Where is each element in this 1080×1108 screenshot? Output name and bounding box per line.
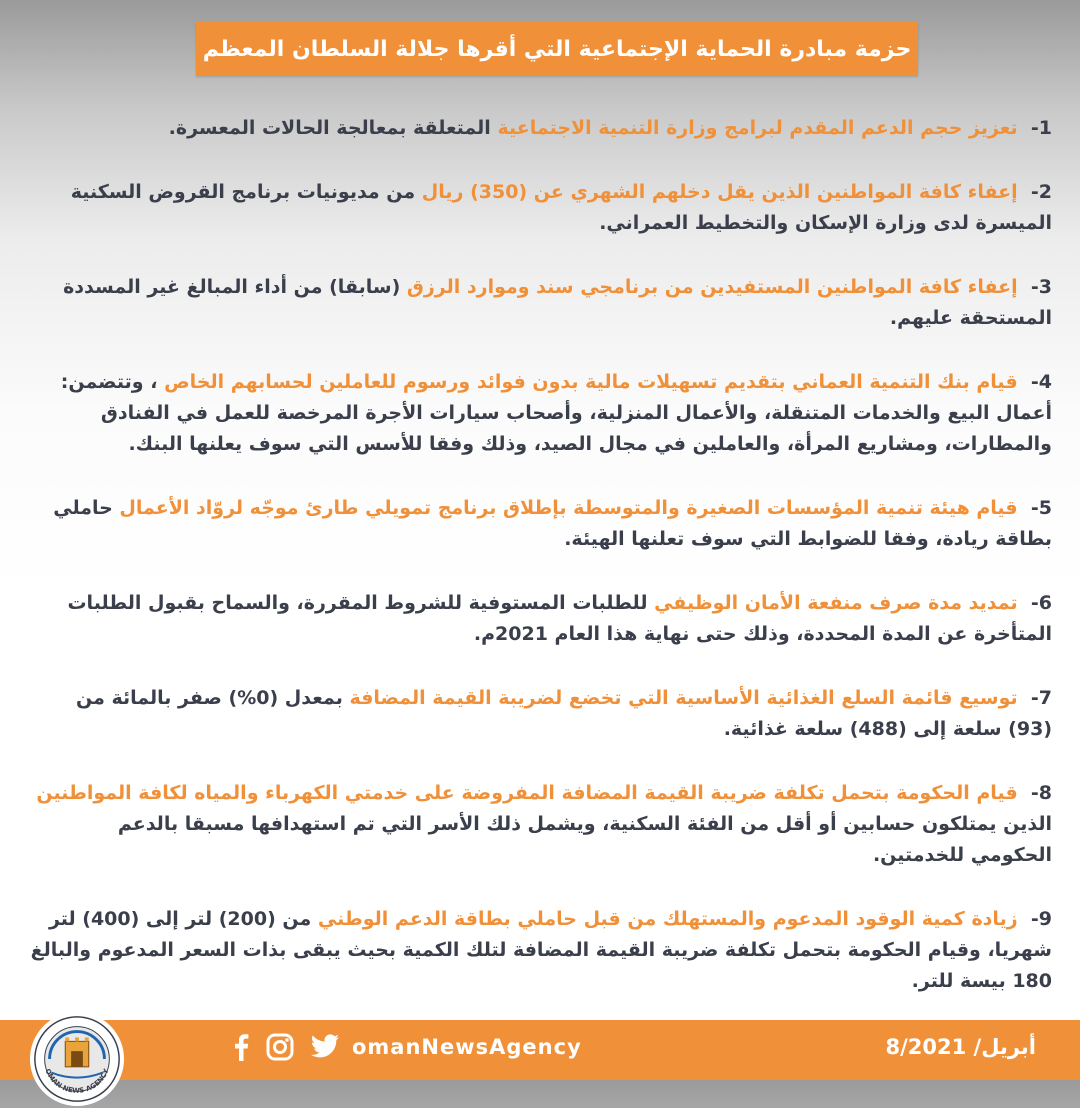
oman-news-agency-logo [28,1010,126,1108]
logo-text: OMAN NEWS AGENCY [43,1067,111,1095]
page-title: حزمة مبادرة الحماية الإجتماعية التي أقرها جلالة السلطان المعظم [202,36,912,62]
list-item: 8- قيام الحكومة بتحمل تكلفة ضريبة القيمة المضافة المفروضة على خدمتي الكهرباء والمياه لكافة المواطنين الذين يمتلكون حسابين أو أقل من الفئة السكنية، ويشمل ذلك الأسر التي تم استهدافها مسبقا بالدعم الحكومي للخدمتين. [36,782,1052,866]
footer-bar [0,1020,1080,1080]
list-item: 6- تمديد مدة صرف منفعة الأمان الوظيفي للطلبات المستوفية للشروط المقررة، والسماح بقبول الطلبات المتأخرة عن المدة المحددة، وذلك حتى نهاية هذا العام 2021م. [67,592,1052,645]
title-banner [196,22,918,76]
social-handle[interactable]: omanNewsAgency [352,1035,582,1059]
list-item: 2- إعفاء كافة المواطنين الذين يقل دخلهم الشهري عن (350) ريال من مديونيات برنامج القروض السكنية الميسرة لدى وزارة الإسكان والتخطيط العمراني. [70,181,1052,234]
instagram-icon[interactable] [266,1033,294,1061]
list-item: 4- قيام بنك التنمية العماني بتقديم تسهيلات مالية بدون فوائد ورسوم للعاملين لحسابهم الخاص ، وتتضمن: أعمال البيع والخدمات المتنقلة، والأعمال المنزلية، وأصحاب سيارات الأجرة المرخصة للعمل في الفنادق والمطارات، ومشاريع المرأة، والعاملين في مجال الصيد، وذلك وفقا للأسس التي سوف يعلنها البنك. [60,371,1052,455]
facebook-icon[interactable] [232,1033,250,1061]
publish-date: 8/أبريل/ 2021 [885,1035,1036,1059]
initiatives-list [30,113,1052,997]
list-item: 5- قيام هيئة تنمية المؤسسات الصغيرة والمتوسطة بإطلاق برنامج تمويلي طارئ موجّه لروّاد الأعمال حاملي بطاقة ريادة، وفقا للضوابط التي سوف تعلنها الهيئة. [53,497,1052,550]
social-links [232,1033,340,1061]
list-item: 7- توسيع قائمة السلع الغذائية الأساسية التي تخضع لضريبة القيمة المضافة بمعدل (0%) صفر بالمائة من (93) سلعة إلى (488) سلعة غذائية. [76,687,1052,740]
list-item: 1- تعزيز حجم الدعم المقدم لبرامج وزارة التنمية الاجتماعية المتعلقة بمعالجة الحالات المعسرة. [168,117,1052,139]
list-item: 3- إعفاء كافة المواطنين المستفيدين من برنامجي سند وموارد الرزق (سابقا) من أداء المبالغ غير المسددة المستحقة عليهم. [63,276,1052,329]
list-item: 9- زيادة كمية الوقود المدعوم والمستهلك من قبل حاملي بطاقة الدعم الوطني من (200) لتر إلى (400) لتر شهريا، وقيام الحكومة بتحمل تكلفة ضريبة القيمة المضافة لتلك الكمية بحيث يبقى بذات السعر المدعوم والبالغ 180 بيسة للتر. [30,908,1052,992]
twitter-icon[interactable] [310,1034,340,1060]
